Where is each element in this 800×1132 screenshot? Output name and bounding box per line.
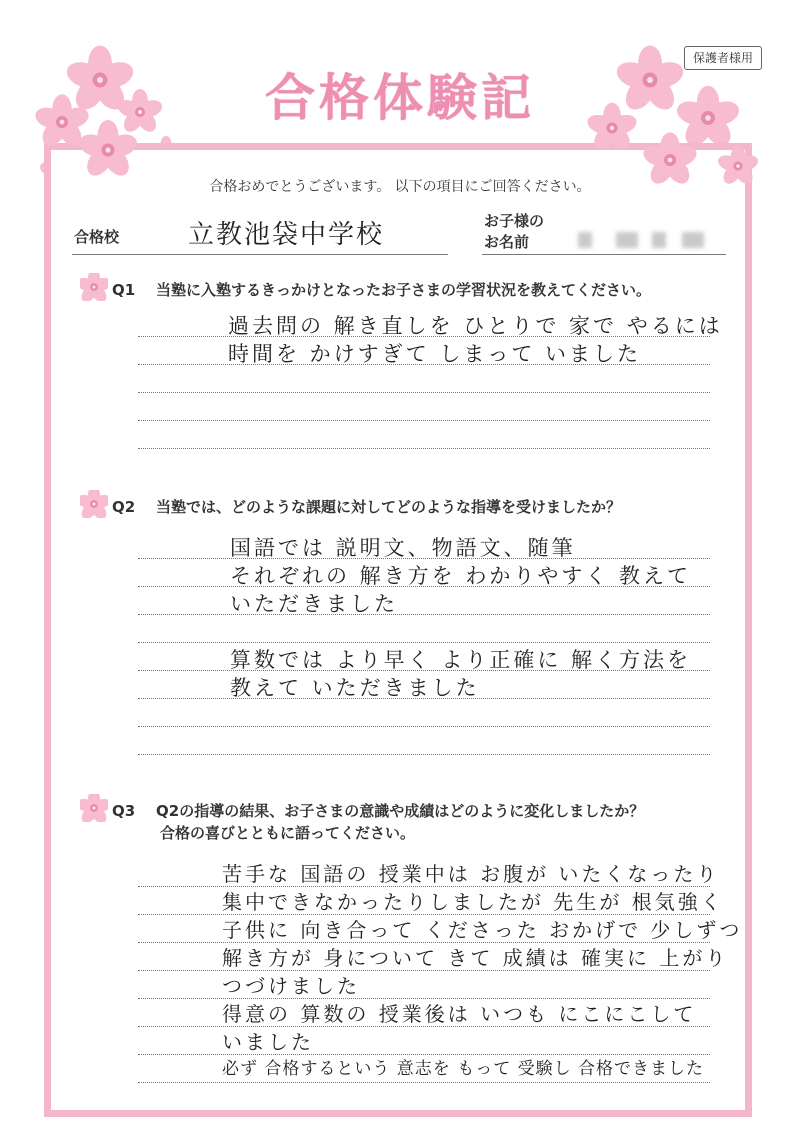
q1-answer-line: 過去問の 解き直しを ひとりで 家で やるには [228, 314, 723, 338]
q2-text: Q2 当塾では、どのような課題に対してどのような指導を受けましたか？ [112, 498, 622, 516]
guardian-tag: 保護者様用 [684, 46, 762, 70]
q3-text-line2: 合格の喜びとともに語ってください。 [160, 824, 416, 842]
school-value: 立教池袋中学校 [188, 220, 385, 250]
child-name-label-2: お名前 [484, 233, 530, 251]
school-label: 合格校 [74, 228, 120, 246]
q3-line [138, 1082, 710, 1083]
q3-answer-line: つづけました [222, 974, 360, 998]
q3-text: Q3 Q2の指導の結果、お子さまの意識や成績はどのように変化しましたか？ [112, 802, 645, 820]
child-name-underline [482, 254, 726, 255]
q3-answer-line: いました [222, 1030, 314, 1054]
page-title: 合格体験記 [265, 68, 535, 127]
q3-answer-line: 解き方が 身について きて 成績は 確実に 上がり [222, 946, 729, 970]
q1-answer-line: 時間を かけすぎて しまって いました [228, 342, 642, 366]
sakura-flower-icon [80, 490, 108, 518]
intro-text: 合格おめでとうございます。 以下の項目にご回答ください。 [209, 179, 591, 195]
q1-line [138, 420, 710, 421]
sakura-flower-icon [80, 794, 108, 822]
q3-answer-line: 集中できなかったりしましたが 先生が 根気強く [222, 890, 724, 914]
school-underline [72, 254, 448, 255]
sakura-flower-icon [80, 273, 108, 301]
q2-answer-line: 国語では 説明文、物語文、随筆 [230, 536, 576, 560]
q3-answer-line: 必ず 合格するという 意志を もって 受験し 合格できました [222, 1059, 705, 1079]
q2-answer-line: 算数では より早く より正確に 解く方法を [230, 648, 692, 672]
q3-answer-line: 苦手な 国語の 授業中は お腹が いたくなったり [222, 862, 720, 886]
q2-line [138, 642, 710, 643]
q2-line [138, 754, 710, 755]
child-name-label-1: お子様の [484, 212, 545, 230]
q1-line [138, 448, 710, 449]
q2-answer-line: それぞれの 解き方を わかりやすく 教えて [230, 564, 692, 588]
q1-text: Q1 当塾に入塾するきっかけとなったお子さまの学習状況を教えてください。 [112, 281, 652, 299]
q2-line [138, 614, 710, 615]
q2-answer-line: 教えて いただきました [230, 676, 480, 700]
q2-line [138, 726, 710, 727]
q3-answer-line: 子供に 向き合って くださった おかげで 少しずつ [222, 918, 743, 942]
q2-answer-line: いただきました [230, 592, 398, 616]
q1-line [138, 392, 710, 393]
q3-answer-line: 得意の 算数の 授業後は いつも にこにこして [222, 1002, 697, 1026]
child-name-redacted [572, 226, 712, 254]
